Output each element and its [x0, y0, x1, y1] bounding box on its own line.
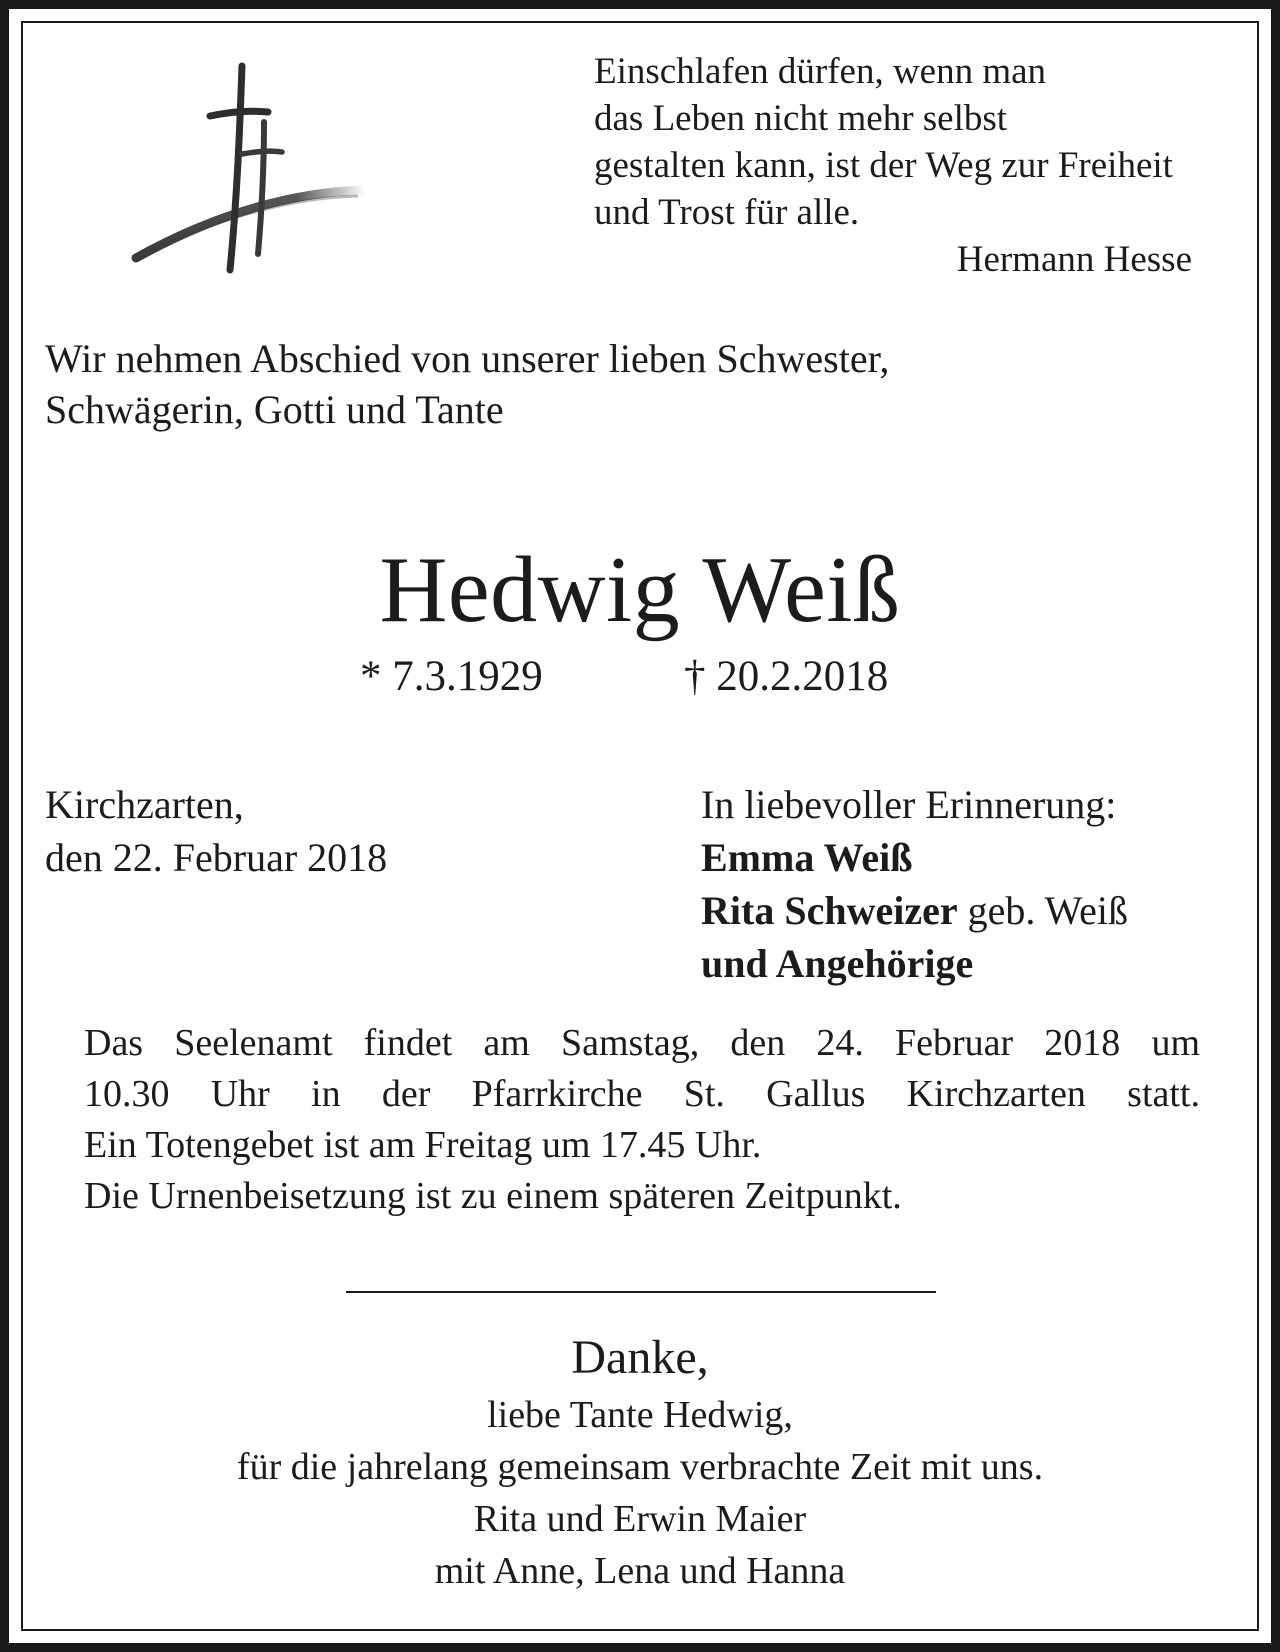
quote-author: Hermann Hesse — [956, 239, 1192, 280]
mourner-name-suffix: geb. Weiß — [957, 888, 1129, 933]
death-date: † 20.2.2018 — [684, 653, 889, 700]
quote-line: Einschlafen dürfen, wenn man — [594, 51, 1047, 92]
quote-line: das Leben nicht mehr selbst — [594, 98, 1008, 139]
details-line: Das Seelenamt findet am Samstag, den 24. Februar 2018 um — [84, 1022, 1200, 1064]
thanks-line: liebe Tante Hedwig, — [487, 1394, 793, 1436]
details-line: 10.30 Uhr in der Pfarrkirche St. Gallus Kirchzarten statt. — [84, 1073, 1200, 1115]
service-details — [84, 1018, 1200, 1222]
crosses-icon — [130, 58, 370, 288]
details-line: Die Urnenbeisetzung ist zu einem späteren Zeitpunkt. — [84, 1175, 902, 1217]
mourner-name: Emma Weiß — [701, 835, 913, 880]
divider — [346, 1291, 936, 1293]
intro-line: Schwägerin, Gotti und Tante — [45, 387, 504, 432]
mourners — [701, 778, 1128, 990]
thanks-line: für die jahrelang gemeinsam verbrachte Zeit mit uns. — [236, 1446, 1044, 1488]
intro-line: Wir nehmen Abschied von unserer lieben Schwester, — [45, 336, 890, 381]
intro-text — [45, 333, 1225, 435]
mourners-heading: In liebevoller Erinnerung: — [701, 782, 1117, 827]
thanks-line: mit Anne, Lena und Hanna — [434, 1550, 846, 1592]
place: Kirchzarten, — [45, 782, 244, 827]
place-date — [45, 778, 387, 884]
details-line: Ein Totengebet ist am Freitag um 17.45 Uhr. — [84, 1124, 762, 1166]
quote — [594, 48, 1234, 236]
thanks-section — [0, 1327, 1280, 1597]
mourner-name: Rita Schweizer — [701, 888, 958, 933]
birth-date: * 7.3.1929 — [360, 653, 543, 700]
mourner-name: und Angehörige — [701, 941, 974, 986]
deceased-name: Hedwig Weiß — [379, 538, 901, 642]
thanks-title: Danke, — [571, 1331, 709, 1384]
thanks-line: Rita und Erwin Maier — [473, 1498, 807, 1540]
quote-line: und Trost für alle. — [594, 192, 860, 233]
mourner-row — [701, 884, 1128, 937]
quote-line: gestalten kann, ist der Weg zur Freiheit — [594, 145, 1173, 186]
date: den 22. Februar 2018 — [45, 835, 388, 880]
